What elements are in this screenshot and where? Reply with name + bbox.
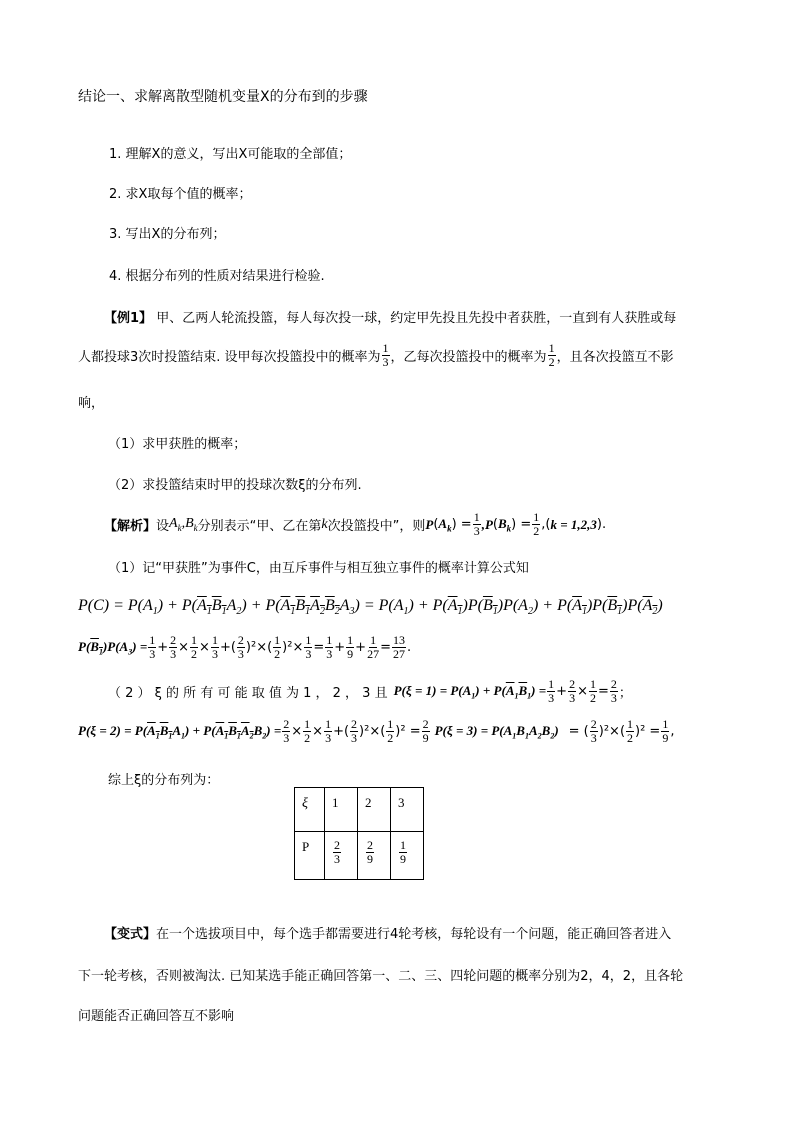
step-4: 4. 根据分布列的性质对结果进行检验. — [109, 269, 325, 284]
example-line-3: 响， — [78, 396, 105, 411]
section-title: 结论一、求解离散型随机变量X的分布到的步骤 — [78, 89, 368, 105]
part2-line-1: （ 2 ） ξ 的 所 有 可 能 取 值 为 1 ， 2 ， 3 且 $P(\xi = 1) = P(A_1) + P(\overline{A}_1\overline{B}_1)$ = $\frac{1}{3}$ + $\frac{2}{3}$ × $\frac{1}{2}$ = $\frac{2}{3}$ ； — [108, 677, 632, 705]
table-row — [295, 832, 424, 880]
table-prob-cell: $\frac{1}{9}$ — [391, 832, 424, 880]
table-header-cell: 3 — [391, 788, 424, 832]
part2-line-2: $P(\xi = 2) = P(A_1B_1A_1) + P(A_1B_1A_2B_2)$ = $\frac{2}{3}$ × $\frac{1}{2}$ × $\frac{1}{3}$ +( $\frac{2}{3}$ )²×( $\frac{1}{2}$ )² = $\frac{2}{9}$ $P(\xi = 3) = P(A_1B_1A_2B_2)$ = ( $\frac{2}{3}$ )²×( $\frac{1}{2}$ )² = $\frac{1}{9}$ , — [78, 717, 675, 745]
table-header-cell: 2 — [358, 788, 391, 832]
formula-pak: P — [425, 516, 434, 532]
example-tag: 【例1】 — [104, 311, 153, 326]
example-line-1: 【例1】 甲、乙两人轮流投篮，每人每次投一球，约定甲先投且先投中者获胜，一直到有人获胜或每 — [104, 311, 677, 326]
k-symbol: k — [321, 516, 328, 532]
formula-pc-eval: $P(B_1)P(A_3)$ = $\frac{1}{3}$ + $\frac{2}{3}$ × $\frac{1}{2}$ × $\frac{1}{3}$ +( $\frac{2}{3}$ )²×( $\frac{1}{2}$ )²× $\frac{1}{3}$ = $\frac{1}{3}$ + $\frac{1}{9}$ + $\frac{1}{27}$ = $\frac{13}{27}$ . — [78, 633, 412, 661]
question-2: （2）求投篮结束时甲的投球次数ξ的分布列. — [108, 478, 362, 493]
step-1: 1. 理解X的意义，写出X可能取的全部值； — [109, 147, 352, 162]
events-ab: $A_k,B_k$ — [169, 516, 198, 533]
prob-b-fraction: $\frac{1}{2}$ — [548, 341, 555, 369]
variant-line-1: 【变式】在一个选拔项目中，每个选手都需要进行4轮考核，每轮设有一个问题，能正确回答者进入 — [104, 927, 672, 942]
prob-a-fraction: $\frac{1}{3}$ — [382, 341, 389, 369]
step-2: 2. 求X取每个值的概率； — [109, 187, 252, 202]
table-row-label: P — [295, 832, 325, 880]
question-1: （1）求甲获胜的概率； — [108, 437, 247, 452]
part1-result: $\frac{13}{27}$ — [392, 633, 405, 661]
table-row — [295, 788, 424, 832]
variant-line-3: 问题能否正确回答互不影响 — [78, 1009, 235, 1024]
distribution-table — [294, 787, 424, 880]
part1-text: （1）记“甲获胜”为事件C，由互斥事件与相互独立事件的概率计算公式知 — [108, 561, 529, 576]
table-header-xi: ξ — [295, 788, 325, 832]
summary-text: 综上ξ的分布列为： — [108, 773, 220, 788]
step-3: 3. 写出X的分布列； — [109, 227, 226, 242]
table-header-cell: 1 — [325, 788, 358, 832]
variant-tag: 【变式】 — [104, 927, 157, 942]
variant-line-2: 下一轮考核，否则被淘汰. 已知某选手能正确回答第一、二、三、四轮问题的概率分别为2，4，2，且各轮 — [78, 969, 684, 984]
k-values: k = 1,2,3 — [550, 516, 597, 532]
solution-intro: 【解析】 设 $A_k,B_k$ 分别表示“甲、乙在第 k 次投篮投中”，则 P ( $A_k$ ) = $\frac{1}{3}$ ,P ( $B_k$ ) = $\frac{1}{2}$ ,( k = 1,2,3 ). — [104, 510, 607, 538]
table-prob-cell: $\frac{2}{3}$ — [325, 832, 358, 880]
table-prob-cell: $\frac{2}{9}$ — [358, 832, 391, 880]
formula-pc: $P(C) = P(A_1) + P(A_1B_1A_2) + P(A_1B_1A_2B_2A_3) = P(A_1) + P(A_1)P(B_1)P(A_2) + P(A_1)P(B_1)P(A_2)$ — [78, 597, 663, 618]
solution-tag: 【解析】 — [104, 519, 157, 534]
example-line-2: 人都投球3次时投篮结束. 设甲每次投篮投中的概率为 $\frac{1}{3}$ ，乙每次投篮投中的概率为 $\frac{1}{2}$ ，且各次投篮互不影 — [78, 341, 674, 369]
